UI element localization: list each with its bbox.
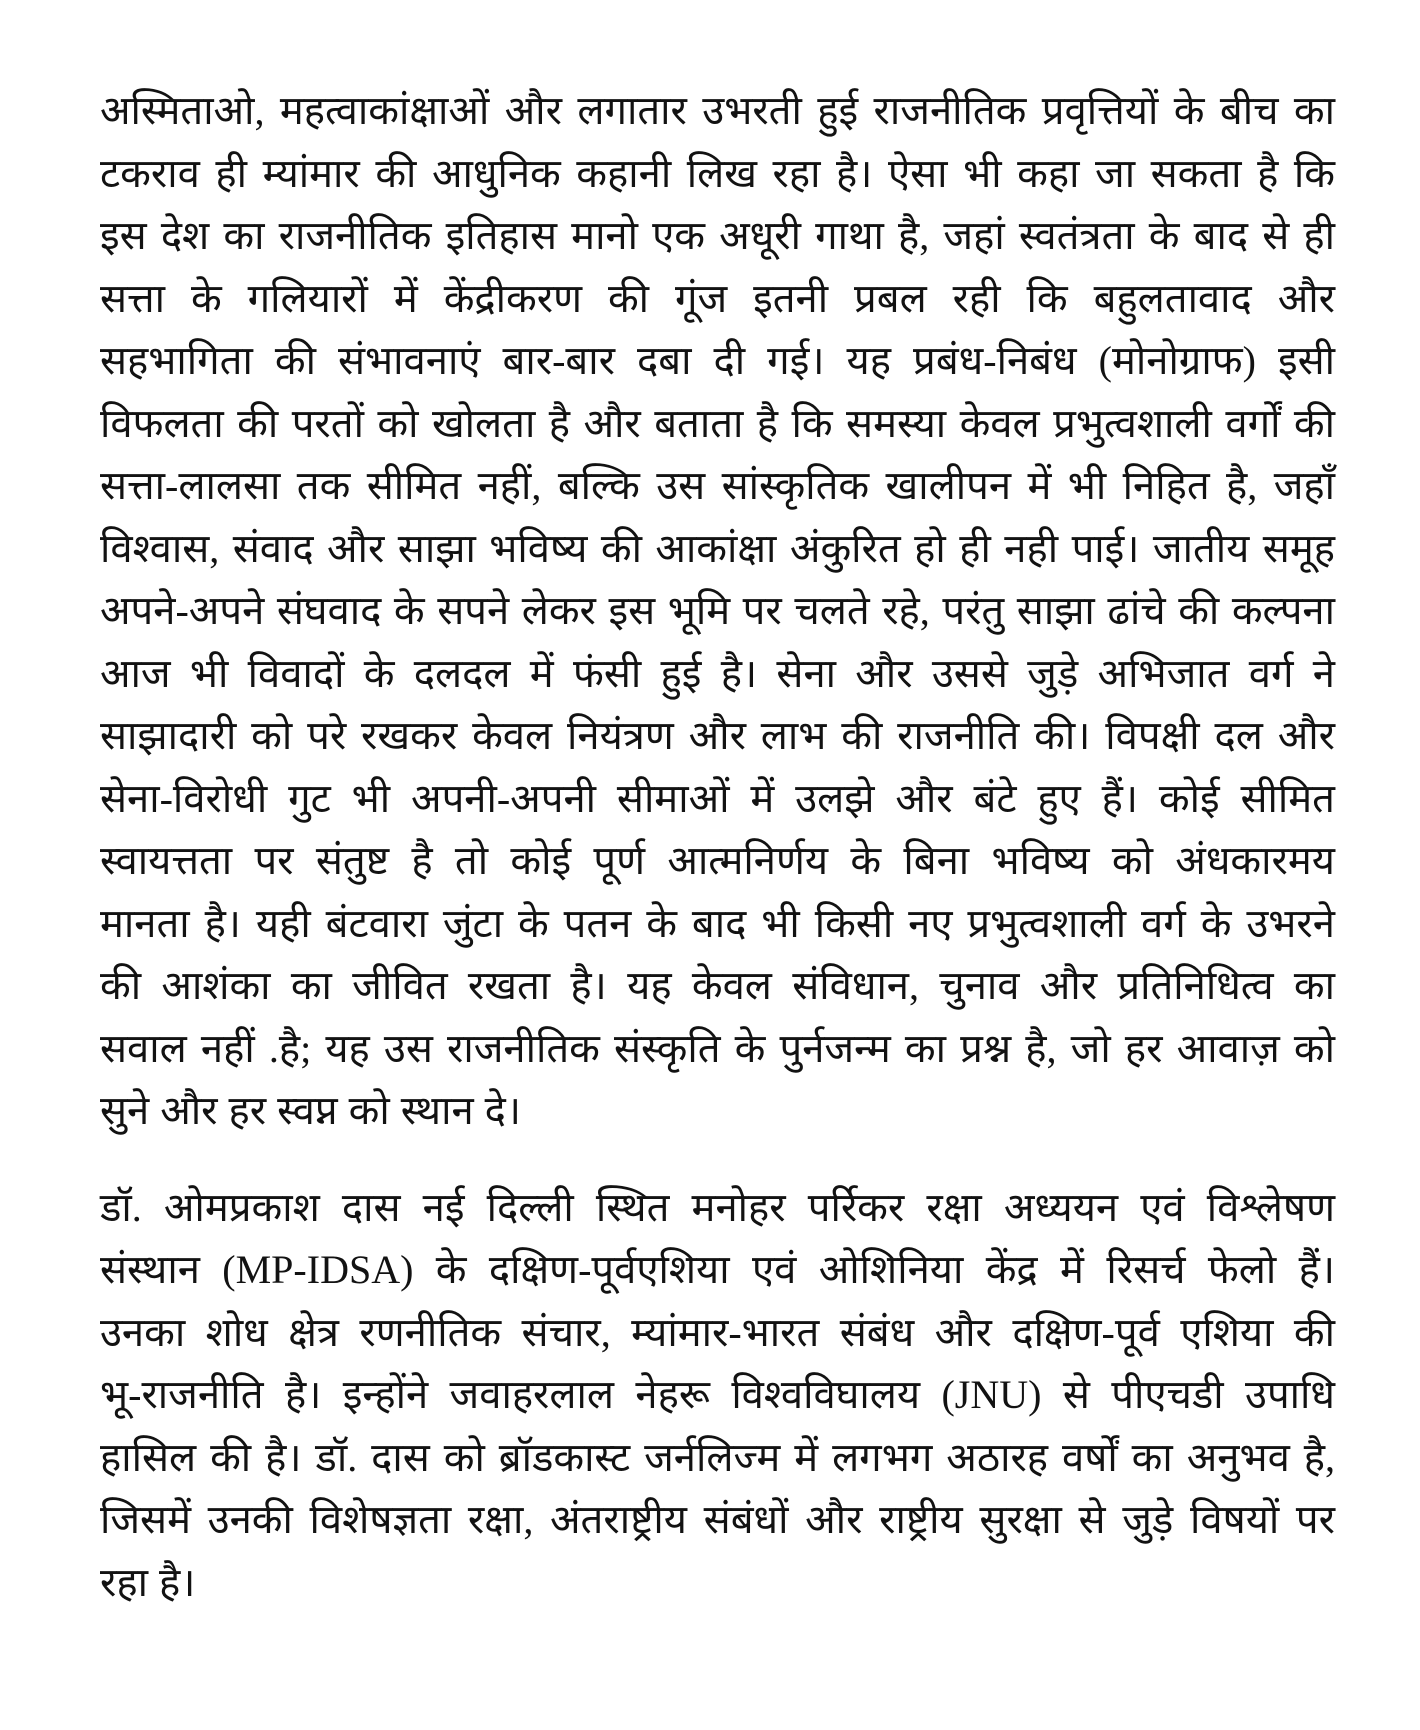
text-line: टकराव ही म्यांमार की आधुनिक कहानी लिख रहा है। ऐसा भी कहा जा सकता है कि [100, 150, 1335, 196]
text-line: की आशंका का जीवित रखता है। यह केवल संविधान, चुनाव और प्रतिनिधित्व का [100, 963, 1335, 1008]
text-line: उनका शोध क्षेत्र रणनीतिक संचार, म्यांमार-भारत संबंध और दक्षिण-पूर्व एशिया की [100, 1309, 1335, 1355]
text-line: आज भी विवादों के दलदल में फंसी हुई है। सेना और उससे जुड़े अभिजात वर्ग ने [100, 650, 1335, 696]
text-line: सेना-विरोधी गुट भी अपनी-अपनी सीमाओं में उलझे और बंटे हुए हैं। कोई सीमित [100, 775, 1335, 821]
text-line: सुने और हर स्वप्न को स्थान दे। [100, 1088, 522, 1133]
text-line: इस देश का राजनीतिक इतिहास मानो एक अधूरी गाथा है, जहां स्वतंत्रता के बाद से ही [100, 213, 1335, 258]
text-line: सवाल नहीं .है; यह उस राजनीतिक संस्कृति के पुर्नजन्म का प्रश्न है, जो हर आवाज़ को [100, 1025, 1335, 1071]
text-line: डॉ. ओमप्रकाश दास नई दिल्ली स्थित मनोहर पर्रिकर रक्षा अध्ययन एवं विश्लेषण [100, 1184, 1335, 1230]
text-line: विश्वास, संवाद और साझा भविष्य की आकांक्षा अंकुरित हो ही नही पाई। जातीय समूह [100, 525, 1335, 571]
text-line: भू-राजनीति है। इन्होंने जवाहरलाल नेहरू विश्वविघालय (JNU) से पीएचडी उपाधि [100, 1372, 1335, 1417]
paragraph-monograph-description [100, 80, 1335, 1143]
text-line: हासिल की है। डॉ. दास को ब्रॉडकास्ट जर्नलिज्म में लगभग अठारह वर्षों का अनुभव है, [100, 1434, 1335, 1480]
text-line: जिसमें उनकी विशेषज्ञता रक्षा, अंतराष्ट्रीय संबंधों और राष्ट्रीय सुरक्षा से जुड़े विषयों पर [100, 1497, 1335, 1542]
text-line: अपने-अपने संघवाद के सपने लेकर इस भूमि पर चलते रहे, परंतु साझा ढांचे की कल्पना [100, 588, 1335, 633]
text-line: सहभागिता की संभावनाएं बार-बार दबा दी गई। यह प्रबंध-निबंध (मोनोग्राफ) इसी [100, 338, 1335, 383]
text-line: स्वायत्तता पर संतुष्ट है तो कोई पूर्ण आत्मनिर्णय के बिना भविष्य को अंधकारमय [100, 838, 1335, 883]
text-line: विफलता की परतों को खोलता है और बताता है कि समस्या केवल प्रभुत्वशाली वर्गों की [100, 400, 1335, 446]
paragraph-author-bio [100, 1177, 1335, 1615]
text-line: साझादारी को परे रखकर केवल नियंत्रण और लाभ की राजनीति की। विपक्षी दल और [100, 713, 1335, 758]
text-line: सत्ता के गलियारों में केंद्रीकरण की गूंज इतनी प्रबल रही कि बहुलतावाद और [100, 275, 1335, 321]
text-line: मानता है। यही बंटवारा जुंटा के पतन के बाद भी किसी नए प्रभुत्वशाली वर्ग के उभरने [100, 900, 1335, 946]
text-line: सत्ता-लालसा तक सीमित नहीं, बल्कि उस सांस्कृतिक खालीपन में भी निहित है, जहाँ [100, 463, 1335, 508]
text-line: संस्थान (MP-IDSA) के दक्षिण-पूर्वएशिया एवं ओशिनिया केंद्र में रिसर्च फेलो हैं। [100, 1247, 1335, 1292]
text-line: रहा है। [100, 1559, 196, 1605]
text-line: अस्मिताओ, महत्वाकांक्षाओं और लगातार उभरती हुई राजनीतिक प्रवृत्तियों के बीच का [100, 88, 1335, 133]
